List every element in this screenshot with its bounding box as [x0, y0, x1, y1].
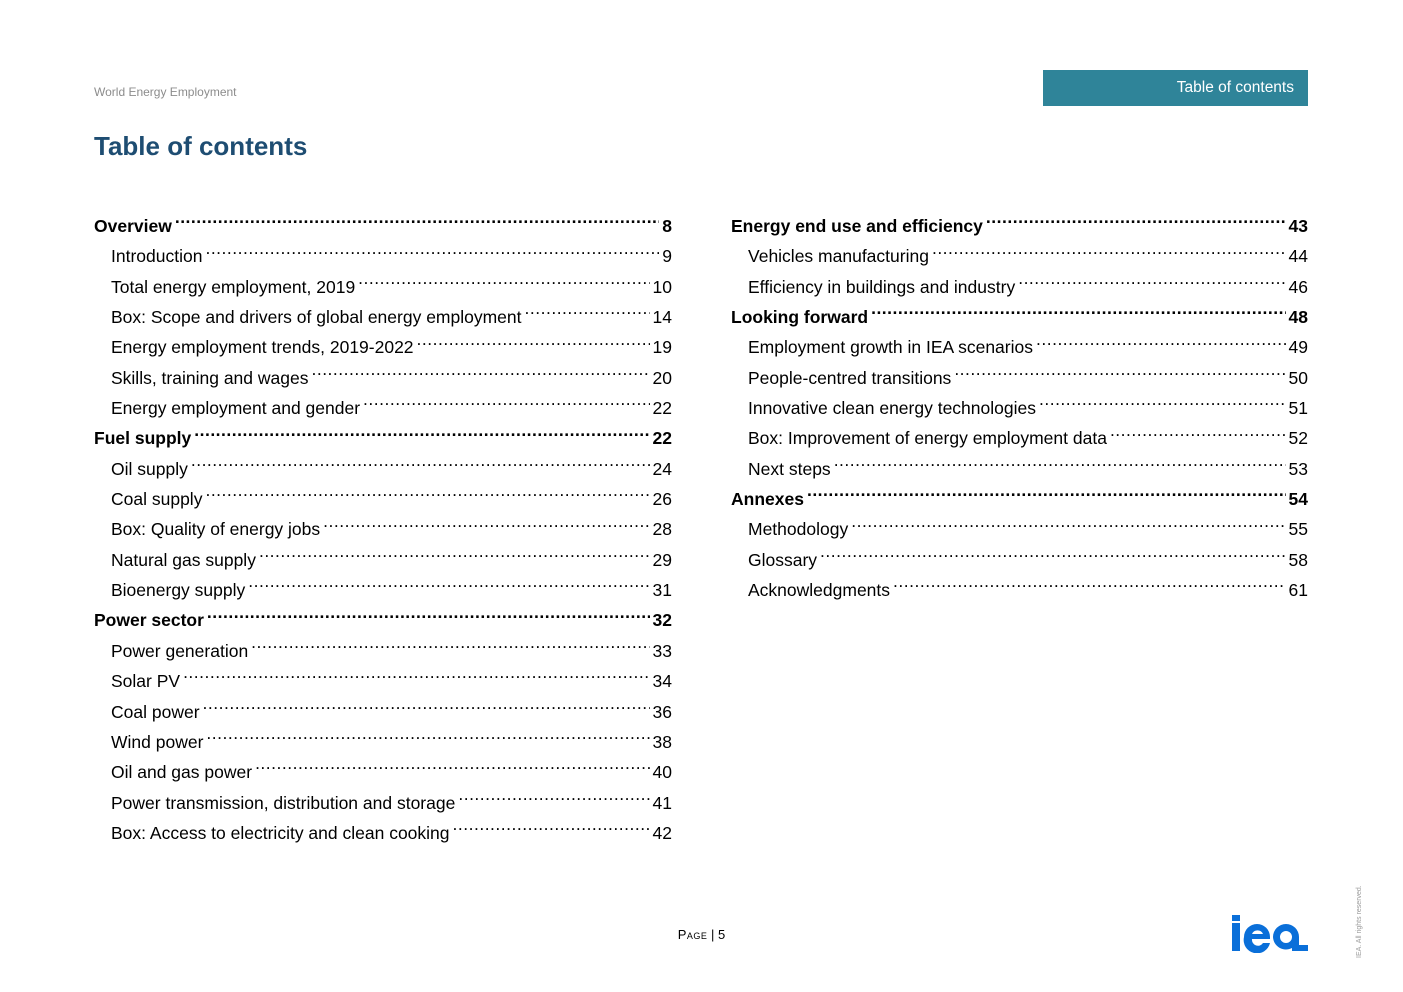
- toc-dot-leader: [932, 241, 1286, 262]
- toc-entry-page: 41: [652, 792, 672, 813]
- toc-entry-page: 52: [1288, 428, 1308, 449]
- toc-column-left: [94, 211, 672, 848]
- toc-entry[interactable]: [94, 636, 672, 666]
- toc-dot-leader: [1110, 423, 1286, 444]
- toc-entry-title: Skills, training and wages: [111, 367, 309, 388]
- toc-entry[interactable]: [731, 423, 1308, 453]
- toc-dot-leader: [251, 636, 649, 657]
- toc-entry-title: Introduction: [111, 246, 203, 267]
- toc-entry-page: 28: [652, 519, 672, 540]
- page-number: 5: [718, 927, 726, 942]
- toc-entry-page: 36: [652, 701, 672, 722]
- toc-entry-title: Natural gas supply: [111, 549, 256, 570]
- toc-entry-title: Box: Improvement of energy employment data: [748, 428, 1107, 449]
- toc-entry-title: Overview: [94, 216, 172, 236]
- toc-entry[interactable]: [731, 272, 1308, 302]
- toc-dot-leader: [807, 484, 1286, 505]
- toc-entry[interactable]: [94, 666, 672, 696]
- toc-entry-title: Annexes: [731, 489, 804, 510]
- toc-entry-page: 54: [1288, 489, 1308, 510]
- toc-entry[interactable]: [731, 332, 1308, 362]
- toc-entry[interactable]: [731, 302, 1308, 332]
- toc-dot-leader: [453, 818, 650, 839]
- toc-entry-title: Vehicles manufacturing: [748, 246, 929, 267]
- toc-entry-page: 49: [1288, 337, 1308, 358]
- toc-entry[interactable]: [731, 393, 1308, 423]
- toc-entry[interactable]: [731, 545, 1308, 575]
- toc-entry-title: People-centred transitions: [748, 367, 952, 388]
- toc-entry-title: Coal power: [111, 701, 200, 722]
- toc-entry[interactable]: [94, 393, 672, 423]
- toc-entry-page: 24: [652, 458, 672, 479]
- toc-entry-page: 46: [1288, 276, 1308, 297]
- toc-entry-title: Energy employment trends, 2019-2022: [111, 337, 414, 358]
- toc-entry-title: Wind power: [111, 731, 204, 752]
- toc-dot-leader: [205, 241, 659, 262]
- toc-dot-leader: [206, 727, 649, 748]
- toc-entry[interactable]: [94, 332, 672, 362]
- toc-entry-title: Box: Scope and drivers of global energy employment: [111, 307, 522, 328]
- toc-entry[interactable]: [731, 363, 1308, 393]
- toc-entry[interactable]: [731, 211, 1308, 241]
- toc-entry-page: 58: [1288, 549, 1308, 570]
- toc-dot-leader: [834, 454, 1286, 475]
- toc-entry[interactable]: [731, 575, 1308, 605]
- toc-entry-page: 19: [652, 337, 672, 358]
- page-separator: |: [707, 927, 719, 942]
- toc-entry-title: Power generation: [111, 640, 249, 661]
- toc-entry-page: 29: [652, 549, 672, 570]
- rights-notice: IEA. All rights reserved.: [1356, 885, 1363, 958]
- toc-entry-page: 9: [662, 246, 672, 267]
- toc-dot-leader: [194, 423, 649, 444]
- toc-entry[interactable]: [731, 241, 1308, 271]
- toc-entry-page: 43: [1288, 216, 1308, 236]
- toc-entry[interactable]: [731, 484, 1308, 514]
- toc-entry-page: 42: [652, 822, 672, 843]
- toc-dot-leader: [203, 697, 650, 718]
- toc-dot-leader: [259, 545, 650, 566]
- toc-column-right: [731, 211, 1308, 605]
- toc-entry-title: Acknowledgments: [748, 580, 891, 601]
- toc-entry[interactable]: [94, 302, 672, 332]
- toc-entry[interactable]: [94, 545, 672, 575]
- toc-entry-title: Energy employment and gender: [111, 398, 361, 419]
- toc-entry[interactable]: [94, 727, 672, 757]
- toc-entry-page: 55: [1288, 519, 1308, 540]
- toc-dot-leader: [175, 211, 659, 232]
- toc-entry[interactable]: [94, 757, 672, 787]
- toc-entry[interactable]: [94, 272, 672, 302]
- toc-entry-page: 38: [652, 731, 672, 752]
- toc-dot-leader: [191, 454, 650, 475]
- toc-entry-page: 48: [1288, 307, 1308, 328]
- toc-dot-leader: [893, 575, 1286, 596]
- section-tab[interactable]: [1043, 70, 1308, 106]
- toc-entry[interactable]: [731, 514, 1308, 544]
- toc-entry-title: Total energy employment, 2019: [111, 276, 356, 297]
- toc-entry-title: Box: Quality of energy jobs: [111, 519, 321, 540]
- toc-dot-leader: [851, 514, 1285, 535]
- section-tab-label: Table of contents: [1176, 79, 1294, 96]
- toc-dot-leader: [323, 514, 649, 535]
- toc-entry-page: 51: [1288, 398, 1308, 419]
- toc-dot-leader: [458, 788, 649, 809]
- toc-dot-leader: [183, 666, 649, 687]
- toc-entry-page: 32: [652, 610, 672, 631]
- toc-dot-leader: [311, 363, 649, 384]
- toc-dot-leader: [1039, 393, 1286, 414]
- toc-entry[interactable]: [94, 575, 672, 605]
- toc-dot-leader: [363, 393, 649, 414]
- toc-dot-leader: [358, 272, 649, 293]
- toc-entry-page: 22: [652, 428, 672, 449]
- toc-entry[interactable]: [94, 697, 672, 727]
- toc-entry[interactable]: [94, 454, 672, 484]
- toc-dot-leader: [205, 484, 649, 505]
- toc-entry-page: 10: [652, 276, 672, 297]
- document-title: World Energy Employment: [94, 85, 237, 99]
- page-word: Page: [677, 927, 708, 942]
- toc-entry-page: 31: [652, 580, 672, 601]
- toc-entry-page: 20: [652, 367, 672, 388]
- toc-entry-page: 34: [652, 671, 672, 692]
- toc-entry[interactable]: [731, 454, 1308, 484]
- toc-dot-leader: [525, 302, 650, 323]
- page-footer: [0, 927, 1403, 942]
- toc-entry-page: 50: [1288, 367, 1308, 388]
- toc-entry-page: 40: [652, 762, 672, 783]
- toc-entry-title: Box: Access to electricity and clean cooking: [111, 822, 450, 843]
- toc-entry-title: Methodology: [748, 519, 849, 540]
- toc-entry-title: Efficiency in buildings and industry: [748, 276, 1016, 297]
- toc-entry[interactable]: [94, 788, 672, 818]
- toc-entry-title: Power transmission, distribution and storage: [111, 792, 456, 813]
- toc-dot-leader: [207, 605, 650, 626]
- toc-entry-page: 22: [652, 398, 672, 419]
- toc-entry-page: 8: [662, 216, 672, 236]
- toc-entry-title: Bioenergy supply: [111, 580, 246, 601]
- iea-logo: [1231, 915, 1309, 953]
- toc-entry[interactable]: [94, 211, 672, 241]
- toc-dot-leader: [255, 757, 649, 778]
- toc-entry-page: 61: [1288, 580, 1308, 601]
- toc-entry[interactable]: [94, 363, 672, 393]
- toc-entry-title: Innovative clean energy technologies: [748, 398, 1036, 419]
- toc-entry-page: 53: [1288, 458, 1308, 479]
- toc-entry-title: Power sector: [94, 610, 204, 631]
- toc-entry-title: Coal supply: [111, 489, 203, 510]
- toc-dot-leader: [1018, 272, 1285, 293]
- toc-entry-title: Fuel supply: [94, 428, 192, 449]
- toc-entry-page: 44: [1288, 246, 1308, 267]
- page-title: Table of contents: [94, 131, 308, 161]
- toc-entry[interactable]: [94, 241, 672, 271]
- toc-dot-leader: [417, 332, 650, 353]
- toc-entry-page: 14: [652, 307, 672, 328]
- toc-entry-title: Next steps: [748, 458, 831, 479]
- toc-dot-leader: [871, 302, 1285, 323]
- toc-entry-page: 26: [652, 489, 672, 510]
- toc-entry-title: Looking forward: [731, 307, 869, 328]
- toc-entry-title: Employment growth in IEA scenarios: [748, 337, 1033, 358]
- toc-entry[interactable]: [94, 605, 672, 635]
- toc-dot-leader: [954, 363, 1285, 384]
- toc-dot-leader: [248, 575, 649, 596]
- toc-entry[interactable]: [94, 818, 672, 848]
- toc-dot-leader: [820, 545, 1285, 566]
- toc-dot-leader: [1036, 332, 1286, 353]
- toc-entry[interactable]: [94, 514, 672, 544]
- toc-entry[interactable]: [94, 484, 672, 514]
- toc-entry-title: Oil supply: [111, 458, 188, 479]
- toc-entry-title: Glossary: [748, 549, 818, 570]
- toc-entry-title: Oil and gas power: [111, 762, 253, 783]
- toc-entry-title: Energy end use and efficiency: [731, 216, 983, 236]
- toc-dot-leader: [986, 211, 1286, 232]
- toc-entry-title: Solar PV: [111, 671, 181, 692]
- toc-entry[interactable]: [94, 423, 672, 453]
- toc-entry-page: 33: [652, 640, 672, 661]
